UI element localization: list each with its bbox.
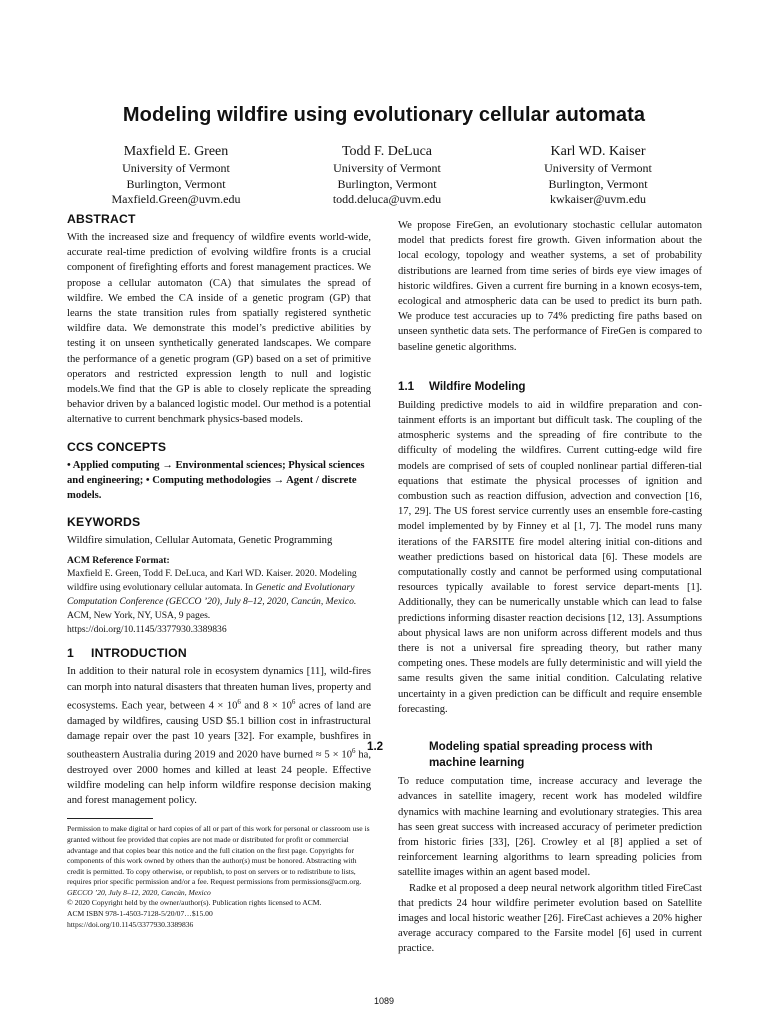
copyright-line: © 2020 Copyright held by the owner/author(s). Publication rights licensed to ACM. <box>67 898 322 908</box>
author-location: Burlington, Vermont <box>126 176 226 191</box>
abstract-text: With the increased size and frequency of wildfire events world-wide, accurate real-time prediction of evolving wildfire fronts is a crucial component of firefighting efforts and forest management practices. We propose a cellular automaton (CA) that simulates the spread of wildfire. We embed the CA inside of a genetic program (GP) that learns the state transition rules from spatially registered synthetic wildfire data. We demonstrate this model’s predictive abilities by testing it on unseen synthetically generated landscapes. We compare the performance of a genetic program (GP) based on a set of primitive operators and restricted expression length to null and logistic models.We find that the GP is able to closely replicate the spreading behavior driven by a balanced logistic model. Our method is a potential alternative to current benchmark physics-based models. <box>67 232 371 426</box>
author-1 <box>66 143 286 208</box>
introduction-paragraph: In addition to their natural role in ecosystem dynamics [11], wild-fires can morph into natural disasters that threaten human lives, property and ecosystems. Each year, between $4 \times 10^6$ and $8 \times 10^6$ acres of land are damaged by wildfires, causing USD $5.1 billion cost in infrastructural damage repair over the past 10 years [32]. For example, bushfires in southeastern Australia during 2019 and 2020 have burned ≈ $5 \times 10^6$ ha, destroyed over 2000 homes and killed at least 24 people. Effective wildfire modeling can help inform wildfire response decision making and forest management policy. <box>67 666 371 807</box>
section-1-2-heading <box>367 739 702 771</box>
author-name: Todd F. DeLuca <box>341 144 433 159</box>
left-column <box>67 212 371 930</box>
page-number: 1089 <box>373 996 395 1006</box>
author-affiliation: University of Vermont <box>122 161 230 175</box>
section-title: INTRODUCTION <box>91 646 187 661</box>
author-email: Maxfield.Green@uvm.edu <box>111 192 241 207</box>
author-block <box>66 143 706 209</box>
author-affiliation: University of Vermont <box>333 161 441 175</box>
author-location: Burlington, Vermont <box>548 176 648 191</box>
author-2 <box>277 143 497 208</box>
doi-link[interactable]: https://doi.org/10.1145/3377930.3389836 <box>67 919 194 929</box>
conference-line: GECCO ’20, July 8–12, 2020, Cancún, Mexico <box>67 887 211 897</box>
section-1-1-heading <box>398 379 702 395</box>
section-title: Modeling spatial spreading process with machine learning <box>429 740 653 770</box>
acm-reference-authors: Maxfield E. Green, Todd F. DeLuca, and Karl WD. Kaiser. 2020. Modeling wildfire using evolutionary cellular automata. In <box>67 568 357 594</box>
footnote-rule <box>67 818 153 819</box>
acm-reference-venue: Genetic and Evolutionary Computation Conference (GECCO ’20), July 8–12, 2020, Cancún, Mexico. <box>67 582 357 608</box>
author-email: kwkaiser@uvm.edu <box>549 192 647 207</box>
section-number: 1.1 <box>398 379 415 393</box>
keywords-heading: KEYWORDS <box>67 515 141 530</box>
author-location: Burlington, Vermont <box>337 176 437 191</box>
author-affiliation: University of Vermont <box>544 161 652 175</box>
author-email: todd.deluca@uvm.edu <box>332 192 442 207</box>
ccs-text: • Applied computing → Environmental sciences; Physical sciences and engineering; • Computing methodologies → Agent / discrete models. <box>67 459 365 502</box>
acm-reference-heading: ACM Reference Format: <box>67 555 170 567</box>
introduction-heading <box>67 646 371 660</box>
section-number: 1.2 <box>367 740 384 754</box>
keywords-text: Wildfire simulation, Cellular Automata, Genetic Programming <box>67 535 333 547</box>
section-title: Wildfire Modeling <box>429 379 526 393</box>
author-name: Karl WD. Kaiser <box>550 144 646 159</box>
section-1-2-paragraph-2: Radke et al proposed a deep neural network algorithm titled FireCast that predicts 24 hour wildfire perimeter evolution based on Satellite images and local historic weather [26]. FireCast achieves a 20% higher average accuracy compared to the Farsite model [6] used in current practice. <box>398 882 702 955</box>
author-3 <box>488 143 708 208</box>
acm-reference-text <box>67 567 371 636</box>
section-1-2-paragraph-1: To reduce computation time, increase accuracy and leverage the advances in satellite imagery, recent work has modeled wildfire dynamics with machine learning and evolutionary strategies. This area has seen great success with increased accuracy of perimeter prediction from historic firies [33], [26]. Crowley et al [8] applied a set of reinforcement learning algorithms to learn spreading policies from satellite images within an agent based model. <box>398 776 702 879</box>
section-1-1-text: Building predictive models to aid in wildfire preparation and con-tainment efforts is an important but difficult task. The coupling of the atmospheric systems and the spreading of fire contribute to the difficulty of modeling the wildfires. Current cutting-edge wild fire models are comprised of sets of coupled nonlinear partial differen-tial equations that estimate the physical processes of ignition and combustion such as reaction diffusion, advection and convection [16, 17, 29]. The US forest service currently uses an ensemble fore-casting model implemented by by Finney et al [1, 7]. The model runs many iterations of the FARSITE fire model altering initial con-ditions and weather predictions based on historical data [6]. These models are computationally costly and cannot be performed using computational resources typically available to forest service depart-ments [1]. Additionally, they can be numerically unstable which can lead to false predictions informing disaster reaction decisions [12, 13]. Assumptions about physical laws are non uniform across different models and thus there is not a universal fire spreading theory, but rather many competing ones. These models are fully deterministic and will yield the same results given the same initial condition. Calculating relative uncertainty in a given prediction can be difficult and require ensemble forecasting. <box>398 399 702 715</box>
right-column <box>367 218 702 957</box>
paper-title: Modeling wildfire using evolutionary cellular automata <box>122 104 646 126</box>
firegen-intro-paragraph: We propose FireGen, an evolutionary stochastic cellular automaton model that predicts forest fire growth. Given information about the local ecology, topology and weather systems, a set of probability distributions are learned from time series of birds eye view images of historic wildfires. Given a current fire burning in a known ecosys-tem, ecological and atmospheric data can be used to predict its burn path. We produce test accuracies up to 74% predicting fire paths based on unseen synthetic data sets. The performance of FireGen is compared to baseline genetic algorithms. <box>398 220 702 353</box>
isbn-line: ACM ISBN 978-1-4503-7128-5/20/07…$15.00 <box>67 909 213 919</box>
author-name: Maxfield E. Green <box>123 144 229 159</box>
acm-reference-publisher: ACM, New York, NY, USA, 9 pages. https://doi.org/10.1145/3377930.3389836 <box>67 609 227 635</box>
section-number: 1 <box>67 646 74 661</box>
abstract-heading: ABSTRACT <box>67 212 136 226</box>
permission-notice: Permission to make digital or hard copies of all or part of this work for personal or classroom use is granted without fee provided that copies are not made or distributed for profit or commercial advantage and that copies bear this notice and the full citation on the first page. Copyrights for components of this work owned by others than the author(s) must be honored. Abstracting with credit is permitted. To copy otherwise, or republish, to post on servers or to redistribute to lists, requires prior specific permission and/or a fee. Request permissions from permissions@acm.org. <box>67 824 370 887</box>
ccs-heading: CCS CONCEPTS <box>67 439 167 454</box>
